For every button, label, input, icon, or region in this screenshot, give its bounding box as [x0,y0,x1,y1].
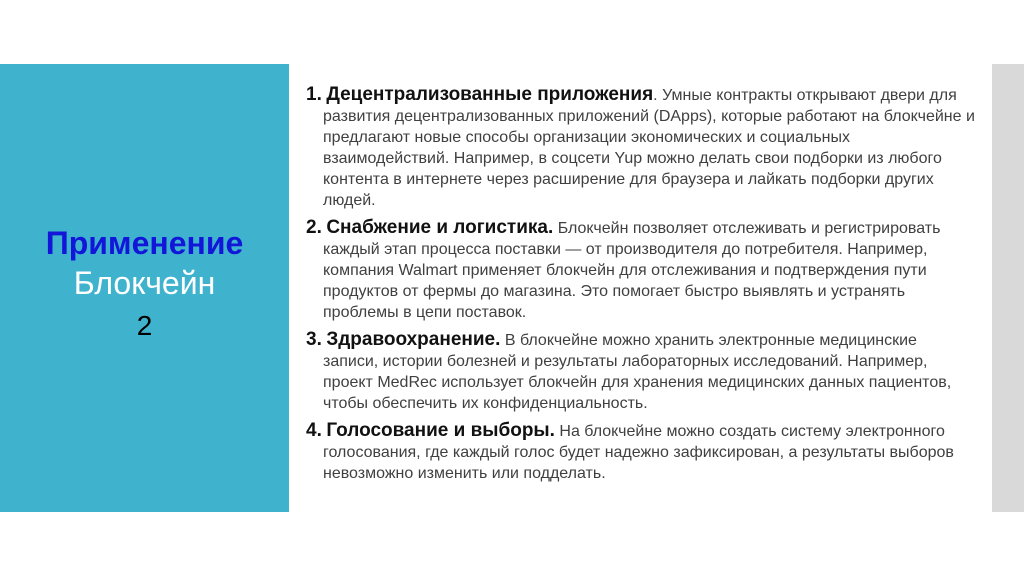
item-number: 4. [306,420,322,441]
item-number: 1. [306,84,322,105]
title-line-3: 2 [136,309,153,341]
list-item [306,217,976,323]
item-heading: Снабжение и логистика. [326,217,554,238]
list-item [306,329,976,414]
decorative-side-bar [992,64,1024,512]
item-heading: Здравоохранение. [326,329,501,350]
title-line-2: Блокчейн [73,264,216,301]
item-text: В блокчейне можно хранить электронные медицинские записи, истории болезней и результаты лабораторных исследований. Например, проект MedRec использует блокчейн для хранения медицинских данных пациентов, чтобы обеспечить их конфиденциальность. [323,332,952,412]
content-list [306,84,976,490]
item-number: 3. [306,329,322,350]
list-item [306,84,976,211]
item-heading: Голосование и выборы. [326,420,555,441]
slide-title [0,225,289,342]
list-item [306,420,976,484]
item-number: 2. [306,217,322,238]
title-line-1: Применение [45,225,244,261]
item-text: . Умные контракты открывают двери для развития децентрализованных приложений (DApps), которые работают на блокчейне и предлагают новые способы организации экономических и социальных взаимодействий. Например, в соцсети Yup можно делать свои подборки из любого контента в интернете через расширение для браузера и лайкать подборки других людей. [323,87,975,209]
item-text: На блокчейне можно создать систему электронного голосования, где каждый голос будет надежно зафиксирован, а результаты выборов невозможно изменить или подделать. [323,423,954,482]
item-heading: Децентрализованные приложения [326,84,654,105]
item-text: Блокчейн позволяет отслеживать и регистрировать каждый этап процесса поставки — от производителя до потребителя. Например, компания Walmart применяет блокчейн для отслеживания и подтверждения пути продуктов от фермы до магазина. Это помогает быстро выявлять и устранять проблемы в цепи поставок. [323,220,941,321]
